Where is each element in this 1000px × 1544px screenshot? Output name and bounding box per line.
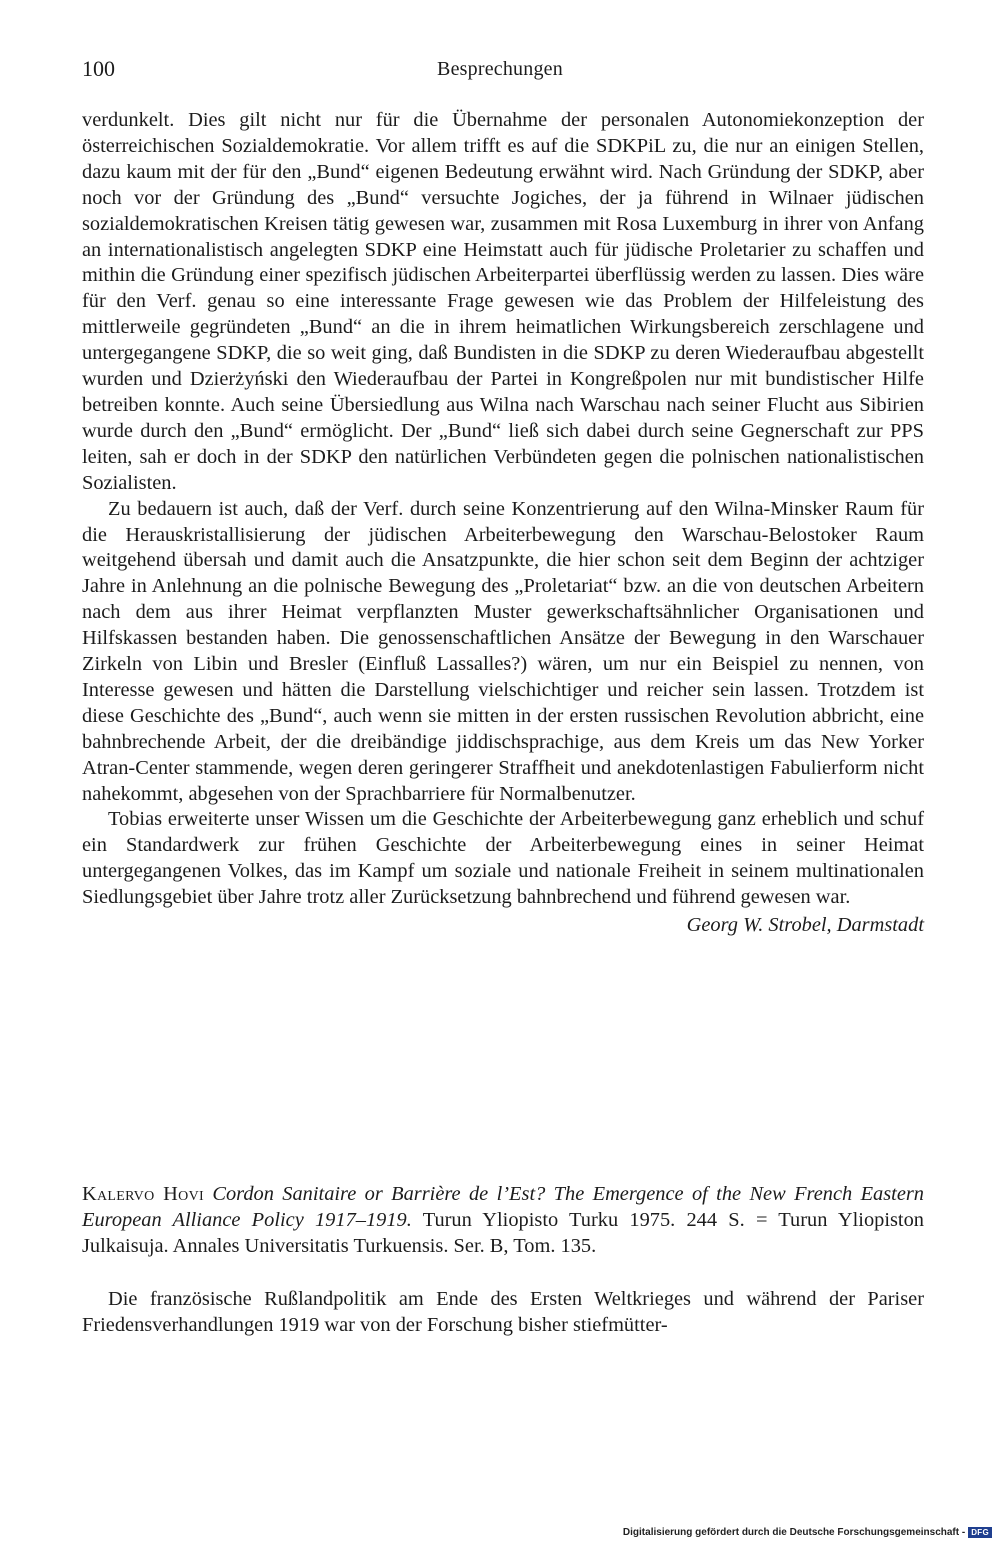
dfg-logo: DFG — [968, 1527, 992, 1538]
reviewer-signature: Georg W. Strobel, Darmstadt — [686, 914, 924, 937]
book-author: Kalervo Hovi — [82, 1183, 204, 1205]
review-two — [82, 1181, 924, 1339]
book-title: Cordon Sanitaire or Barrière de l’Est? The Emergence of the New French Eastern European Alliance Policy 1917–1919. — [82, 1183, 924, 1231]
digitization-footer — [623, 1527, 992, 1538]
running-head: Besprechungen — [437, 58, 563, 80]
review-paragraph: Tobias erweiterte unser Wissen um die Geschichte der Arbeiterbewegung ganz erheblich und schuf ein Standardwerk zur frühen Geschichte der Arbeiterbewegung eines in seiner Heimat untergegangenen Volkes, das im Kampf um soziale und nationale Freiheit in seinem multinationalen Siedlungsgebiet über Jahre trotz aller Zurücksetzung bahnbrechend und führend gewesen war. — [82, 808, 924, 909]
review-one — [82, 108, 924, 939]
publication-details: Turun Yliopisto Turku 1975. 244 S. = Turun Yliopiston Julkaisuja. Annales Universitatis Turkuensis. Ser. B, Tom. 135. — [82, 1209, 924, 1257]
page-number: 100 — [82, 56, 115, 81]
review-paragraph: verdunkelt. Dies gilt nicht nur für die Übernahme der personalen Autonomiekonzeption der österreichischen Sozialdemokratie. Vor allem trifft es auf die SDKPiL zu, die nur an einigen Stellen, dazu kaum mit der für den „Bund“ eigenen Bedeutung erwähnt wird. Nach Gründung der SDKP, aber noch vor der Gründung des „Bund“ versuchte Jogiches, der ja führend in Wilnaer jüdischen sozialdemokratischen Kreisen tätig gewesen war, zusammen mit Rosa Luxemburg in ihrer von Anfang an internationalistisch angelegten SDKP eine Heimstatt auch für jüdische Proletarier zu schaffen und mithin die Gründung einer spezifisch jüdischen Arbeiterpartei überflüssig werden zu lassen. Dies wäre für den Verf. genau so eine interessante Frage gewesen wie das Problem der Hilfeleistung des mittlerweile gegründeten „Bund“ an die in ihrem heimatlichen Wirkungsbereich zerschlagene und untergegangene SDKP, die so weit ging, daß Bundisten in die SDKP zu deren Wiederaufbau abgestellt wurden und Dzierżyński den Wiederaufbau der Partei in Kongreßpolen nur mit bundistischer Hilfe betreiben konnte. Auch seine Übersiedlung aus Wilna nach Warschau nach seiner Flucht aus Sibirien wurde durch den „Bund“ ermöglicht. Der „Bund“ ließ sich dabei durch seine Gegnerschaft zur PPS leiten, sah er doch in der SDKP den natürlichen Verbündeten gegen die polnischen nationalistischen Sozialisten. — [82, 109, 924, 494]
review-paragraph: Die französische Rußlandpolitik am Ende des Ersten Weltkrieges und während der Pariser Friedensverhandlungen 1919 war von der Forschung bisher stiefmütter- — [82, 1288, 924, 1336]
review-heading — [82, 1181, 924, 1259]
review-paragraph: Zu bedauern ist auch, daß der Verf. durch seine Konzentrierung auf den Wilna-Minsker Raum für die Herauskristallisierung der jüdischen Arbeiterbewegung den Warschau-Belostoker Raum weitgehend übersah und damit auch die Ansatzpunkte, die hier schon seit dem Beginn der achtziger Jahre in Anlehnung an die polnische Bewegung des „Proletariat“ bzw. an die von deutschen Arbeitern nach dem aus ihrer Heimat verpflanzten Muster gewerkschaftsähnlicher Organisationen und Hilfskassen bestanden haben. Die genossenschaftlichen Ansätze der Bewegung in den Warschauer Zirkeln von Libin und Bresler (Einfluß Lassalles?) wären, um nur ein Beispiel zu nennen, von Interesse gewesen und hätten die Darstellung vielschichtiger und reicher sein lassen. Trotzdem ist diese Geschichte des „Bund“, auch wenn sie mitten in der ersten russischen Revolution abbricht, eine bahnbrechende Arbeit, der die dreibändige jiddischsprachige, aus dem Kreis um das New Yorker Atran-Center stammende, wegen deren geringerer Straffheit und anekdotenlastigen Fabulierform nicht nahekommt, abgesehen von der Sprachbarriere für Normalbenutzer. — [82, 497, 924, 805]
funding-credit: Digitalisierung gefördert durch die Deutsche Forschungsgemeinschaft - — [622, 1527, 966, 1538]
